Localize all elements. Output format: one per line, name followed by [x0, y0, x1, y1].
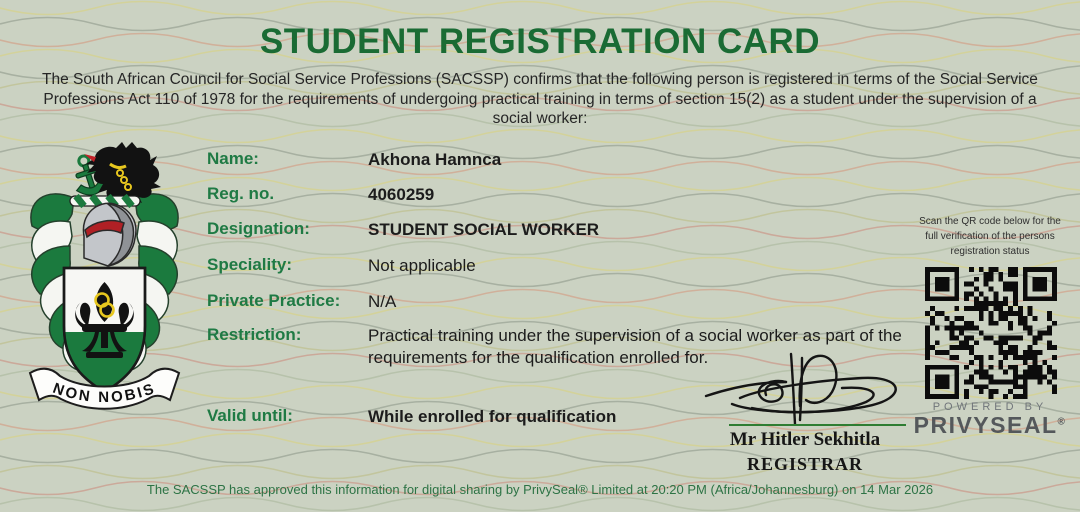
powered-by-label: POWERED BY	[932, 401, 1048, 413]
field-row-reg-no	[207, 184, 913, 206]
field-value-designation: STUDENT SOCIAL WORKER	[368, 220, 600, 239]
registrar-name: Mr Hitler Sekhitla	[729, 429, 881, 450]
field-label-reg-no: Reg. no.	[207, 184, 275, 203]
page-title: STUDENT REGISTRATION CARD	[259, 22, 821, 61]
field-label-designation: Designation:	[207, 219, 310, 238]
registrar-title: REGISTRAR	[746, 454, 864, 474]
field-value-name: Akhona Hamnca	[368, 150, 502, 169]
approval-footer-text: The SACSSP has approved this information for digital sharing by PrivySeal® Limited at 20:20 PM (Africa/Johannesburg) on 14 Mar 2026	[146, 482, 934, 497]
intro-paragraph: The South African Council for Social Service Professions (SACSSP) confirms that the following person is registered in terms of the Social Service Professions Act 110 of 1978 for the requirements of undergoing practical training in terms of section 15(2) as a student under the supervision of a social worker:	[42, 71, 1038, 128]
qr-instruction-text: Scan the QR code below for the full verification of the persons registration status	[919, 216, 1061, 257]
field-value-reg-no: 4060259	[368, 185, 435, 204]
field-label-restriction: Restriction:	[207, 325, 302, 344]
field-label-speciality: Speciality:	[207, 255, 293, 274]
registered-trademark-symbol: ®	[1057, 416, 1067, 428]
privyseal-logo	[901, 412, 1079, 439]
field-value-private-practice: N/A	[368, 292, 397, 311]
field-row-private-practice	[207, 291, 913, 313]
field-row-name	[207, 149, 913, 171]
coat-of-arms-icon	[12, 140, 197, 418]
field-label-valid-until: Valid until:	[207, 406, 293, 425]
field-value-valid-until: While enrolled for qualification	[368, 407, 617, 426]
field-row-designation	[207, 219, 913, 241]
signature-scribble	[702, 352, 910, 426]
field-label-private-practice: Private Practice:	[207, 291, 341, 310]
signature-line	[729, 424, 906, 426]
field-value-speciality: Not applicable	[368, 256, 476, 275]
field-value-restriction: Practical training under the supervision of a social worker as part of the requirements for the qualification enrolled for.	[368, 326, 902, 367]
field-label-name: Name:	[207, 149, 259, 168]
emblem-motto: NON NOBIS	[50, 379, 159, 407]
qr-code	[925, 267, 1057, 399]
field-row-speciality	[207, 255, 913, 277]
privyseal-wordmark: PRIVYSEAL	[913, 412, 1058, 438]
